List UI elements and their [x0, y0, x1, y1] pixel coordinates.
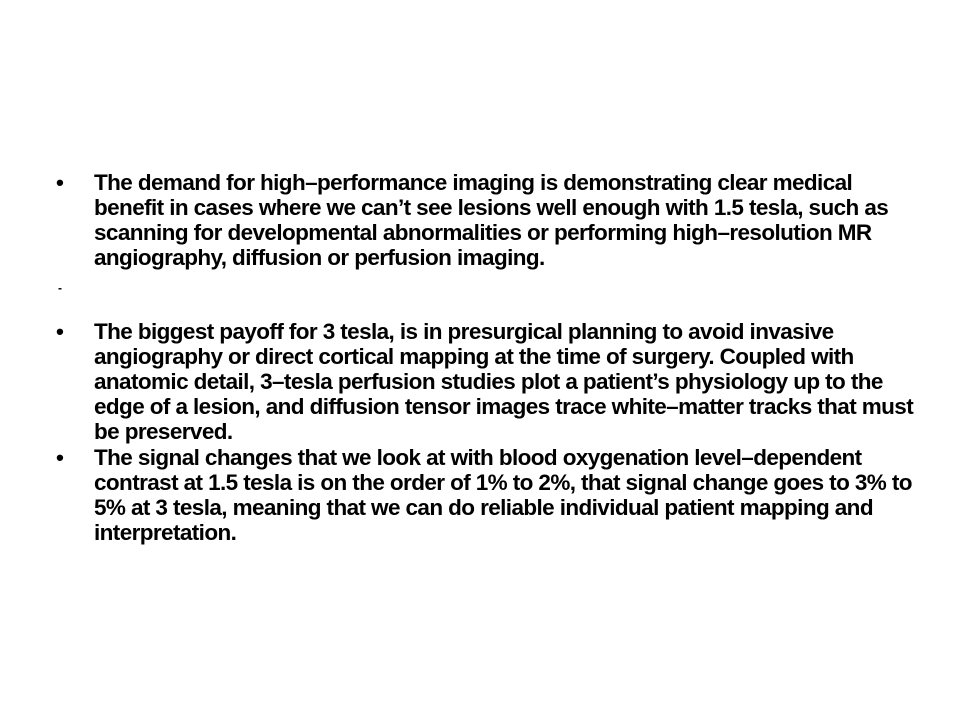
bullet-text-1: The demand for high–performance imaging is demonstrating clear medical benefit in cases where we can’t see lesions well enough with 1.5 tesla, such as scanning for developmental abnormalities or performing high–resolution MR angiography, diffusion or perfusion imaging.: [94, 170, 889, 270]
bullet-marker-1: •: [56, 170, 64, 195]
bullet-marker-3: •: [56, 319, 64, 344]
bullet-item-1: [56, 170, 916, 270]
bullet-marker-2: -: [58, 281, 62, 295]
bullet-marker-4: •: [56, 445, 64, 470]
bullet-text-4: The signal changes that we look at with blood oxygenation level–dependent contrast at 1.5 tesla is on the order of 1% to 2%, that signal change goes to 3% to 5% at 3 tesla, meaning that we can do reliable individual patient mapping and interpretation.: [94, 445, 912, 545]
bullet-item-3: [56, 319, 916, 444]
bullet-list: [56, 170, 916, 546]
bullet-text-3: The biggest payoff for 3 tesla, is in presurgical planning to avoid invasive angiography or direct cortical mapping at the time of surgery. Coupled with anatomic detail, 3–tesla perfusion studies plot a patient’s physiology up to the edge of a lesion, and diffusion tensor images trace white–matter tracks that must be preserved.: [94, 319, 914, 444]
bullet-item-2: [56, 271, 916, 319]
bullet-item-4: [56, 445, 916, 545]
